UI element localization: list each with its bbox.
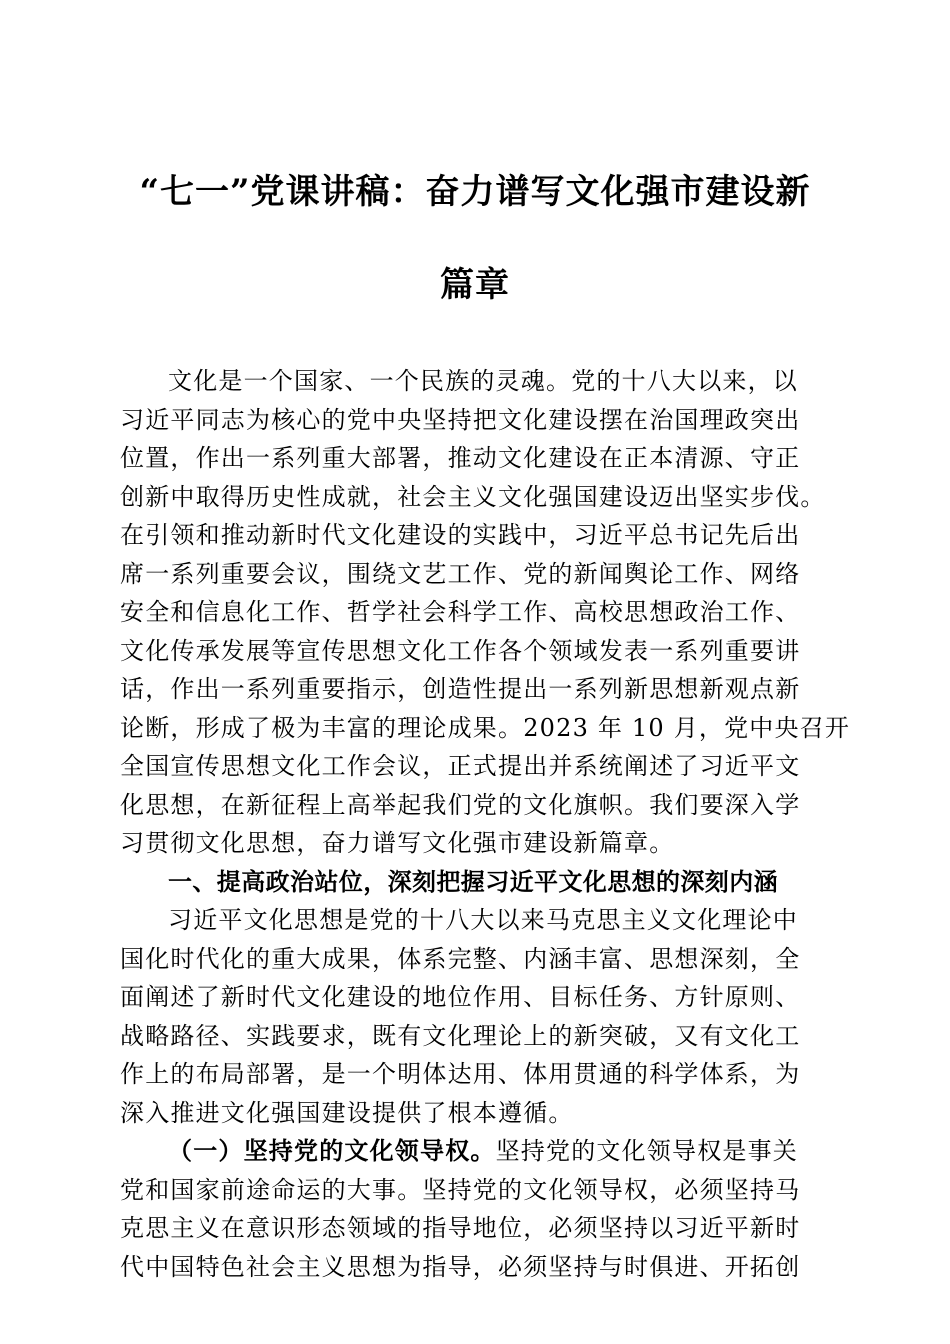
body-line: 位置，作出一系列重大部署，推动文化建设在正本清源、守正 — [120, 444, 801, 472]
document-body — [120, 362, 851, 1286]
body-line: 代中国特色社会主义思想为指导，必须坚持与时俱进、开拓创 — [120, 1252, 801, 1281]
body-line: 化思想，在新征程上高举起我们党的文化旗帜。我们要深入学 — [120, 790, 801, 819]
section-heading: 一、提高政治站位，深刻把握习近平文化思想的深刻内涵 — [168, 866, 778, 896]
body-line: 文化传承发展等宣传思想文化工作各个领域发表一系列重要讲 — [120, 636, 801, 665]
body-line: 党和国家前途命运的大事。坚持党的文化领导权，必须坚持马 — [120, 1175, 801, 1204]
body-line: 在引领和推动新时代文化建设的实践中，习近平总书记先后出 — [120, 521, 801, 549]
body-line: 习贯彻文化思想，奋力谱写文化强市建设新篇章。 — [120, 829, 675, 857]
subsection-heading: （一）坚持党的文化领导权。 — [168, 1136, 496, 1165]
body-line: 深入推进文化强国建设提供了根本遵循。 — [120, 1098, 574, 1127]
body-line: 席一系列重要会议，围绕文艺工作、党的新闻舆论工作、网络 — [120, 559, 801, 588]
body-line: 话，作出一系列重要指示，创造性提出一系列新思想新观点新 — [120, 675, 801, 703]
body-line: 克思主义在意识形态领域的指导地位，必须坚持以习近平新时 — [120, 1214, 801, 1242]
body-line: 国化时代化的重大成果，体系完整、内涵丰富、思想深刻，全 — [120, 944, 801, 973]
subsection-text: 坚持党的文化领导权是事关 — [495, 1137, 799, 1165]
body-line: 论断，形成了极为丰富的理论成果。2023 年 10 月，党中央召开 — [120, 713, 851, 742]
body-line: 面阐述了新时代文化建设的地位作用、目标任务、方针原则、 — [120, 983, 801, 1011]
subsection-line — [120, 1132, 832, 1171]
body-line: 作上的布局部署，是一个明体达用、体用贯通的科学体系，为 — [120, 1060, 801, 1088]
body-line: 文化是一个国家、一个民族的灵魂。党的十八大以来，以 — [168, 367, 798, 395]
document-title-line-1: “七一”党课讲稿：奋力谱写文化强市建设新 — [139, 172, 811, 212]
document-title-line-2: 篇章 — [440, 265, 510, 305]
body-line: 战略路径、实践要求，既有文化理论上的新突破，又有文化工 — [120, 1021, 801, 1050]
body-line: 安全和信息化工作、哲学社会科学工作、高校思想政治工作、 — [120, 598, 801, 626]
body-line: 创新中取得历史性成就，社会主义文化强国建设迈出坚实步伐。 — [120, 482, 826, 511]
body-line: 习近平同志为核心的党中央坚持把文化建设摆在治国理政突出 — [120, 405, 801, 434]
body-line: 全国宣传思想文化工作会议，正式提出并系统阐述了习近平文 — [120, 752, 801, 780]
body-line: 习近平文化思想是党的十八大以来马克思主义文化理论中 — [168, 906, 798, 934]
